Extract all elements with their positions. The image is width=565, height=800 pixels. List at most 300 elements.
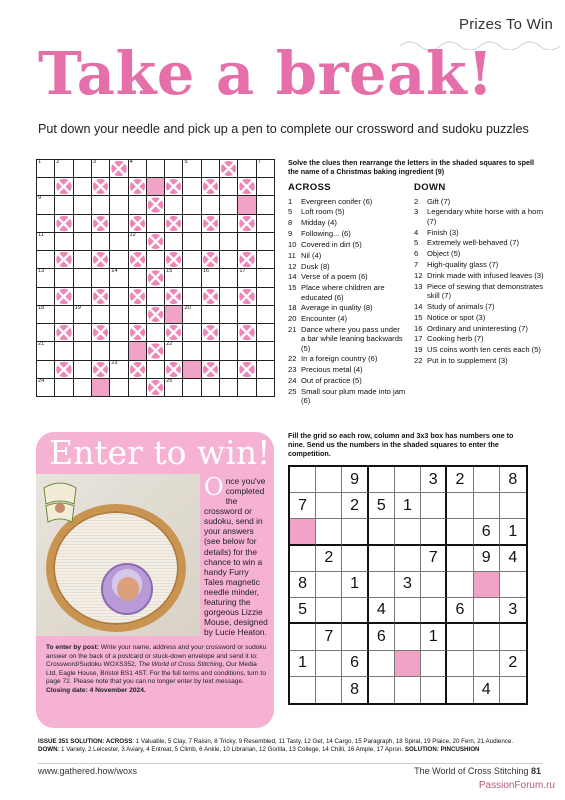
clue-text: High-quality glass (7) [427,260,499,270]
sudoku-cell[interactable] [395,598,421,624]
sudoku-given-cell: 1 [342,572,368,598]
crossword-block [129,324,146,341]
crossword-cell[interactable] [257,215,274,232]
clue-text: Out of practice (5) [301,376,362,386]
clue-text: Piece of sewing that demonstrates skill (7) [427,281,544,300]
sudoku-cell[interactable] [369,467,395,493]
clue-text: Drink made with infused leaves (3) [427,270,544,280]
sudoku-shaded-cell[interactable] [474,572,500,598]
sudoku-cell[interactable] [316,572,342,598]
crossword-shaded-cell[interactable] [147,178,164,195]
sudoku-cell[interactable] [369,519,395,545]
crossword-cell[interactable] [110,196,127,213]
crossword-shaded-cell[interactable] [165,306,182,323]
sudoku-cell[interactable] [474,467,500,493]
crossword-cell[interactable] [257,251,274,268]
crossword-cell[interactable] [183,251,200,268]
crossword-number: 18 [38,304,45,311]
crossword-cell[interactable] [74,324,91,341]
crossword-cell[interactable] [183,324,200,341]
crossword-cell[interactable] [37,342,54,359]
crossword-block [129,251,146,268]
sudoku-shaded-cell[interactable] [395,651,421,677]
crossword-block [165,324,182,341]
crossword-number: 19 [74,304,81,311]
closing-date: 4 November 2024. [89,686,146,694]
sudoku-cell[interactable] [447,519,473,545]
crossword-grid[interactable] [36,159,275,397]
crossword-cell[interactable] [147,361,164,378]
crossword-cell[interactable] [202,160,219,177]
sudoku-cell[interactable] [421,519,447,545]
crossword-cell[interactable] [257,342,274,359]
crossword-cell[interactable] [37,361,54,378]
sudoku-cell[interactable] [421,598,447,624]
sudoku-cell[interactable] [447,624,473,650]
sudoku-cell[interactable] [316,677,342,703]
sudoku-cell[interactable] [342,519,368,545]
crossword-cell[interactable] [55,196,72,213]
crossword-cell[interactable] [129,306,146,323]
crossword-cell[interactable] [220,178,237,195]
crossword-cell[interactable] [220,196,237,213]
crossword-cell[interactable] [202,269,219,286]
crossword-number: 1 [38,159,42,165]
watermark: PassionForum.ru [478,780,555,791]
clue-text: Small sour plum made into jam (6) [301,386,406,406]
crossword-cell[interactable] [220,342,237,359]
crossword-cell[interactable] [37,233,54,250]
crossword-cell[interactable] [202,196,219,213]
across-clue [288,197,406,206]
crossword-cell[interactable] [147,215,164,232]
sudoku-given-cell: 1 [290,651,316,677]
sudoku-cell[interactable] [369,651,395,677]
crossword-cell[interactable] [37,306,54,323]
crossword-cell[interactable] [183,288,200,305]
crossword-shaded-cell[interactable] [183,361,200,378]
crossword-block [129,178,146,195]
crossword-cell[interactable] [202,342,219,359]
across-clue [288,325,406,353]
sudoku-instruction: Fill the grid so each row, column and 3x3 box has numbers one to nine. Send us the numbers in the shaded squares to enter the competition. [288,431,514,458]
crossword-cell[interactable] [183,379,200,396]
crossword-cell[interactable] [37,379,54,396]
sudoku-given-cell: 3 [421,467,447,493]
crossword-cell[interactable] [74,160,91,177]
clue-number: 15 [414,312,423,322]
crossword-cell[interactable] [147,251,164,268]
sudoku-cell[interactable] [290,467,316,493]
clue-text: In a foreign country (6) [301,354,378,364]
crossword-cell[interactable] [257,288,274,305]
crossword-cell[interactable] [37,196,54,213]
crossword-cell[interactable] [92,306,109,323]
crossword-cell[interactable] [37,178,54,195]
down-clue [414,302,544,311]
clue-number: 8 [288,218,293,228]
footer-url[interactable]: www.gathered.how/woxs [38,766,138,776]
down-clue [414,282,544,301]
sudoku-given-cell: 9 [342,467,368,493]
down-clue [414,313,544,322]
crossword-block [55,178,72,195]
across-clue [288,207,406,216]
crossword-cell[interactable] [110,251,127,268]
down-clue [414,260,544,269]
across-heading: ACROSS [288,182,332,193]
crossword-block [202,251,219,268]
clue-number: 22 [414,356,423,366]
sudoku-cell[interactable] [447,572,473,598]
crossword-cell[interactable] [110,324,127,341]
crossword-cell[interactable] [37,324,54,341]
crossword-cell[interactable] [55,160,72,177]
crossword-cell[interactable] [110,178,127,195]
sudoku-cell[interactable] [395,546,421,572]
sudoku-cell[interactable] [290,546,316,572]
footer-magazine: The World of Cross Stitching [414,766,529,776]
crossword-cell[interactable] [165,379,182,396]
crossword-cell[interactable] [183,342,200,359]
crossword-cell[interactable] [74,361,91,378]
crossword-block [55,324,72,341]
crossword-cell[interactable] [220,233,237,250]
sudoku-cell[interactable] [421,677,447,703]
crossword-cell[interactable] [110,306,127,323]
solution-down: : 1 Variety, 2 Leicester, 3 Aviary, 4 Entreat, 5 Climb, 6 Ankle, 10 Librarian, 12 Gorilla, 13 College, 14 Chilli, 16 Ample, 17 Apron. [57,746,404,754]
sudoku-cell[interactable] [500,677,526,703]
across-clue [288,303,406,312]
down-clue [414,249,544,258]
post-label: To enter by post: [46,644,99,651]
crossword-cell[interactable] [55,342,72,359]
crossword-cell[interactable] [74,379,91,396]
down-clue [414,334,544,343]
solution-answer: PINCUSHION [440,746,480,754]
crossword-cell[interactable] [257,196,274,213]
sudoku-given-cell: 7 [290,493,316,519]
crossword-cell[interactable] [183,196,200,213]
crossword-shaded-cell[interactable] [129,342,146,359]
sudoku-cell[interactable] [316,651,342,677]
sudoku-cell[interactable] [342,546,368,572]
crossword-cell[interactable] [55,306,72,323]
crossword-cell[interactable] [165,196,182,213]
solution-across: : 1 Valuable, 5 Clay, 7 Raisin, 8 Tricky, 9 Resembled, 11 Tasty, 12 Get, 14 Cargo, 15 Paragraph, 18 Spiral, 19 Plaice, 20 Fern, 21 Audience. [132,738,514,745]
down-clue [414,345,544,354]
prize-blurb [204,473,270,638]
crossword-cell[interactable] [238,306,255,323]
crossword-cell[interactable] [202,379,219,396]
clue-number: 14 [288,272,297,282]
crossword-cell[interactable] [92,269,109,286]
crossword-cell[interactable] [110,269,127,286]
crossword-block [202,324,219,341]
page-number: 81 [530,766,541,776]
crossword-cell[interactable] [257,269,274,286]
sudoku-given-cell: 8 [342,677,368,703]
across-clue [288,354,406,363]
crossword-cell[interactable] [220,324,237,341]
crossword-block [147,342,164,359]
down-clues [414,182,544,367]
crossword-block [129,361,146,378]
crossword-cell[interactable] [37,288,54,305]
clue-number: 14 [414,301,423,311]
sudoku-cell[interactable] [316,598,342,624]
crossword-cell[interactable] [74,269,91,286]
clue-text: Loft room (5) [301,207,345,217]
crossword-cell[interactable] [220,379,237,396]
across-clue [288,314,406,323]
crossword-block [55,288,72,305]
across-clue [288,365,406,374]
down-clue [414,324,544,333]
sudoku-cell[interactable] [421,572,447,598]
sudoku-shaded-cell[interactable] [290,519,316,545]
sudoku-given-cell: 9 [474,546,500,572]
crossword-block [147,269,164,286]
sudoku-cell[interactable] [369,572,395,598]
sudoku-cell[interactable] [500,493,526,519]
crossword-cell[interactable] [74,178,91,195]
crossword-cell[interactable] [183,215,200,232]
sudoku-cell[interactable] [369,677,395,703]
clue-text: Precious metal (4) [301,365,363,375]
sudoku-cell[interactable] [474,598,500,624]
clue-number: 21 [288,325,297,335]
clue-text: Place where children are educated (6) [301,283,385,302]
crossword-cell[interactable] [74,342,91,359]
clue-number: 18 [288,303,297,313]
down-clue [414,356,544,365]
sudoku-cell[interactable] [316,519,342,545]
crossword-cell[interactable] [55,269,72,286]
clue-number: 12 [288,261,297,271]
sudoku-given-cell: 6 [369,624,395,650]
crossword-cell[interactable] [37,269,54,286]
needle-minder [101,563,153,615]
crossword-cell[interactable] [238,269,255,286]
crossword-cell[interactable] [74,196,91,213]
prize-photo [36,474,200,636]
sudoku-cell[interactable] [447,546,473,572]
crossword-cell[interactable] [220,269,237,286]
crossword-cell[interactable] [129,196,146,213]
dropcap: O [204,473,224,501]
crossword-number: 14 [111,268,118,275]
crossword-cell[interactable] [110,379,127,396]
crossword-cell[interactable] [238,233,255,250]
sudoku-given-cell: 4 [369,598,395,624]
crossword-cell[interactable] [238,379,255,396]
crossword-cell[interactable] [74,251,91,268]
sudoku-cell[interactable] [316,493,342,519]
crossword-number: 11 [38,231,44,238]
crossword-block [129,288,146,305]
clue-text: Encounter (4) [301,314,348,324]
crossword-cell[interactable] [129,233,146,250]
solution-down-label: DOWN [38,746,58,754]
crossword-cell[interactable] [257,361,274,378]
crossword-cell[interactable] [37,215,54,232]
crossword-cell[interactable] [165,342,182,359]
crossword-cell[interactable] [110,342,127,359]
crossword-block [238,361,255,378]
sudoku-cell[interactable] [447,677,473,703]
crossword-cell[interactable] [183,269,200,286]
crossword-cell[interactable] [129,379,146,396]
crossword-block [238,251,255,268]
clue-number: 10 [288,239,297,249]
clue-text: Following... (6) [301,229,351,239]
crossword-cell[interactable] [147,324,164,341]
crossword-cell[interactable] [220,251,237,268]
crossword-number: 2 [56,159,60,165]
sudoku-cell[interactable] [421,493,447,519]
clue-text: Nil (4) [301,250,322,260]
crossword-cell[interactable] [220,361,237,378]
crossword-cell[interactable] [129,269,146,286]
crossword-cell[interactable] [183,306,200,323]
across-clue [288,240,406,249]
sudoku-cell[interactable] [421,651,447,677]
crossword-cell[interactable] [257,324,274,341]
crossword-cell[interactable] [165,160,182,177]
section-tag: Prizes To Win [458,16,553,33]
crossword-number: 23 [111,359,118,366]
clue-number: 25 [288,386,297,396]
sudoku-cell[interactable] [474,651,500,677]
sudoku-cell[interactable] [342,598,368,624]
win-title: Enter to win! [49,433,271,472]
crossword-cell[interactable] [129,160,146,177]
crossword-cell[interactable] [92,233,109,250]
sudoku-cell[interactable] [342,624,368,650]
crossword-cell[interactable] [238,160,255,177]
sudoku-cell[interactable] [290,677,316,703]
sudoku-cell[interactable] [369,546,395,572]
crossword-cell[interactable] [238,342,255,359]
across-clue [288,218,406,227]
blurb-text: nce you've completed the crossword or sudoku, send in your answers (see below for details) for the chance to win a handy Furry Tales magnetic needle minder, featuring the gorgeous Lizzie Mouse, designed by Lucie Heaton. [204,476,268,638]
crossword-cell[interactable] [183,160,200,177]
clue-number: 4 [414,227,419,237]
sudoku-cell[interactable] [447,651,473,677]
sudoku-cell[interactable] [500,624,526,650]
sudoku-cell[interactable] [474,624,500,650]
crossword-cell[interactable] [74,306,91,323]
crossword-number: 17 [239,268,246,275]
crossword-cell[interactable] [183,233,200,250]
clue-text: Put in to supplement (3) [427,356,508,366]
sudoku-cell[interactable] [500,572,526,598]
crossword-number: 3 [92,159,97,165]
crossword-cell[interactable] [257,233,274,250]
crossword-cell[interactable] [92,342,109,359]
clue-number: 22 [288,354,297,364]
sudoku-given-cell: 3 [500,598,526,624]
crossword-cell[interactable] [37,251,54,268]
crossword-cell[interactable] [220,306,237,323]
crossword-cell[interactable] [257,306,274,323]
clue-number: 16 [414,323,423,333]
sudoku-cell[interactable] [474,493,500,519]
crossword-cell[interactable] [74,233,91,250]
crossword-cell[interactable] [55,379,72,396]
sudoku-cell[interactable] [395,677,421,703]
sudoku-cell[interactable] [290,624,316,650]
crossword-cell[interactable] [110,233,127,250]
crossword-cell[interactable] [202,306,219,323]
crossword-cell[interactable] [55,233,72,250]
crossword-cell[interactable] [183,178,200,195]
crossword-number: 4 [129,159,133,165]
clue-text: Average in quality (8) [301,303,373,313]
clue-number: 1 [288,196,293,206]
clue-number: 6 [414,249,419,259]
crossword-cell[interactable] [74,288,91,305]
crossword-cell[interactable] [220,288,237,305]
crossword-number: 9 [38,195,42,202]
crossword-block [202,215,219,232]
crossword-cell[interactable] [220,215,237,232]
crossword-block [220,160,237,177]
crossword-cell[interactable] [257,178,274,195]
clue-number: 13 [414,281,423,291]
crossword-cell[interactable] [165,269,182,286]
crossword-block [147,379,164,396]
sudoku-given-cell: 6 [342,651,368,677]
crossword-cell[interactable] [92,160,109,177]
clue-number: 9 [288,229,293,239]
crossword-cell[interactable] [202,233,219,250]
crossword-cell[interactable] [257,379,274,396]
furry-tales-logo [40,478,80,530]
crossword-shaded-cell[interactable] [238,196,255,213]
crossword-block [202,361,219,378]
crossword-cell[interactable] [110,288,127,305]
crossword-block [147,196,164,213]
sudoku-given-cell: 4 [500,546,526,572]
sudoku-cell[interactable] [316,467,342,493]
page-folio [414,766,541,776]
sudoku-given-cell: 6 [447,598,473,624]
sudoku-given-cell: 8 [290,572,316,598]
sudoku-cell[interactable] [395,624,421,650]
sudoku-grid[interactable] [288,465,528,705]
crossword-cell[interactable] [74,215,91,232]
crossword-cell[interactable] [147,288,164,305]
sudoku-cell[interactable] [395,467,421,493]
crossword-cell[interactable] [257,160,274,177]
clue-text: US coins worth ten cents each (5) [427,345,541,355]
sudoku-given-cell: 2 [342,493,368,519]
crossword-shaded-cell[interactable] [92,379,109,396]
sudoku-cell[interactable] [447,493,473,519]
crossword-cell[interactable] [92,196,109,213]
crossword-cell[interactable] [110,361,127,378]
crossword-number: 21 [38,341,45,348]
post-text-2: , Our Media Ltd, Eagle House, Bristol BS1 4ST. For the full terms and conditions, turn to page 72. Please note that you can no longer enter by text message. [46,661,266,686]
sudoku-cell[interactable] [395,519,421,545]
crossword-cell[interactable] [165,233,182,250]
magazine-name: The World of Cross Stitching [138,661,223,669]
crossword-cell[interactable] [37,160,54,177]
crossword-cell[interactable] [147,160,164,177]
crossword-cell[interactable] [110,215,127,232]
